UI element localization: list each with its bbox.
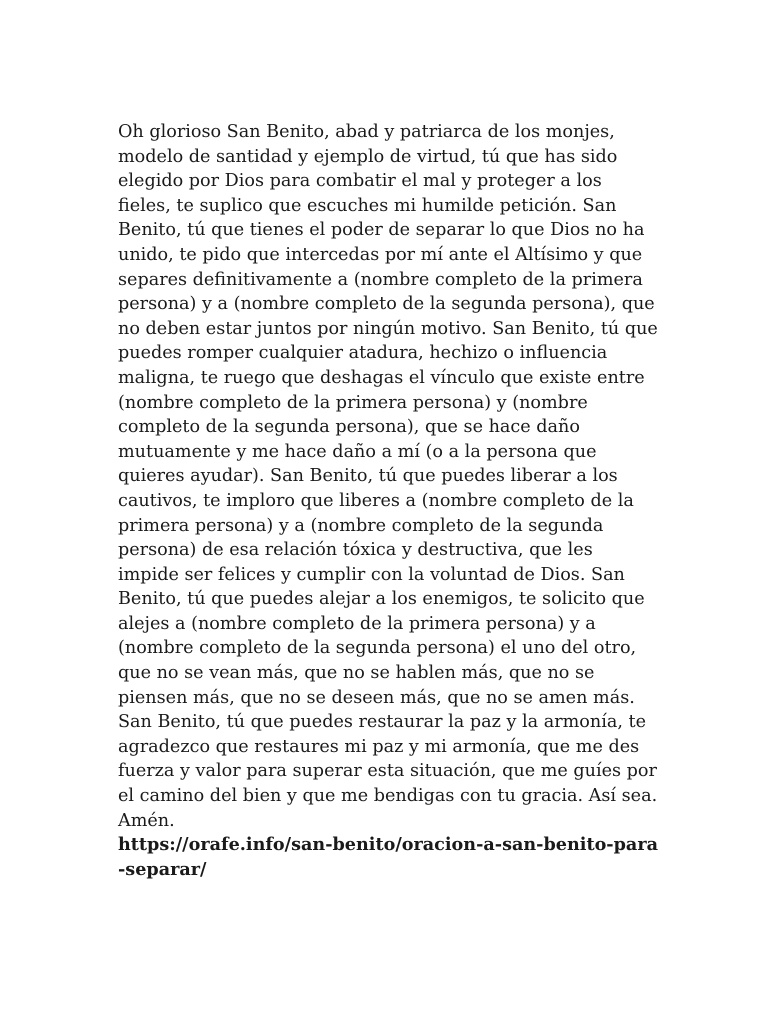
source-url: https://orafe.info/san-benito/oracion-a-san-benito-para-separar/	[118, 834, 658, 880]
prayer-paragraph: Oh glorioso San Benito, abad y patriarca de los monjes, modelo de santidad y ejemplo de virtud, tú que has sido elegido por Dios para combatir el mal y proteger a los fieles, te suplico que escuches mi humilde petición. San Benito, tú que tienes el poder de separar lo que Dios no ha unido, te pido que intercedas por mí ante el Altísimo y que separes definitivamente a (nombre completo de la primera persona) y a (nombre completo de la segunda persona), que no deben estar juntos por ningún motivo. San Benito, tú que puedes romper cualquier atadura, hechizo o influencia maligna, te ruego que deshagas el vínculo que existe entre (nombre completo de la primera persona) y (nombre completo de la segunda persona), que se hace daño mutuamente y me hace daño a mí (o a la persona que quieres ayudar). San Benito, tú que puedes liberar a los cautivos, te imploro que liberes a (nombre completo de la primera persona) y a (nombre completo de la segunda persona) de esa relación tóxica y destructiva, que les impide ser felices y cumplir con la voluntad de Dios. San Benito, tú que puedes alejar a los enemigos, te solicito que alejes a (nombre completo de la primera persona) y a (nombre completo de la segunda persona) el uno del otro, que no se vean más, que no se hablen más, que no se piensen más, que no se deseen más, que no se amen más. San Benito, tú que puedes restaurar la paz y la armonía, te agradezco que restaures mi paz y mi armonía, que me des fuerza y valor para superar esta situación, que me guíes por el camino del bien y que me bendigas con tu gracia. Así sea. Amén.	[118, 122, 658, 831]
